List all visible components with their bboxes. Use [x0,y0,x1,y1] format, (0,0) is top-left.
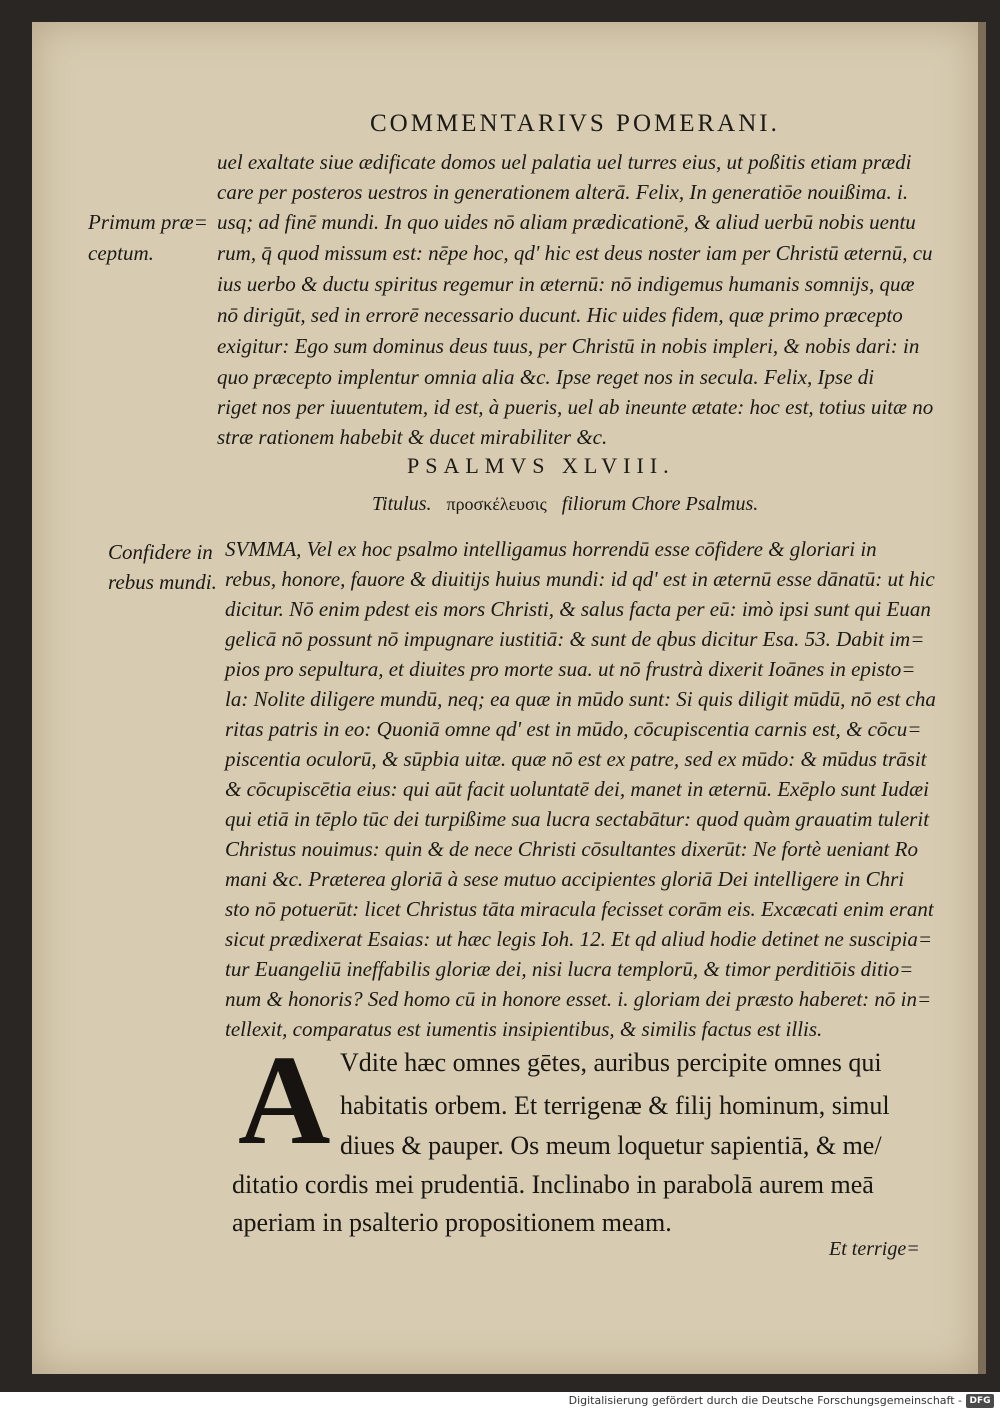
summa-line: & cōcupiscētia eius: qui aūt facit uoluntatē dei, manet in æternū. Exēplo sunt Iudæi [225,777,929,801]
verse-line: Vdite hæc omnes gētes, auribus percipite omnes qui [340,1048,882,1077]
summa-line: tellexit, comparatus est iumentis insipientibus, & similis factus est illis. [225,1017,823,1041]
text-line: rum, q̄ quod missum est: nēpe hoc, qd' hic est deus noster iam per Christū æternū, cu [217,241,933,265]
summa-line: dicitur. Nō enim pdest eis mors Christi, & salus facta per eū: imò ipsi sunt qui Euan [225,597,931,621]
margin-note-line: Primum præ= [88,210,208,234]
text-line: uel exaltate siue ædificate domos uel palatia uel turres eius, ut poßitis etiam prædi [217,150,912,174]
text-line: nō dirigūt, sed in errorē necessario ducunt. Hic uides fidem, quæ primo præcepto [217,303,903,327]
summa-line: sto nō potuerūt: licet Christus tāta miracula fecisset corām eis. Excæcati enim erant [225,897,934,921]
text-line: usq; ad finē mundi. In quo uides nō aliam prædicationē, & aliud uerbū nobis uentu [217,210,916,234]
summa-line: qui etiā in tēplo tūc dei turpißime sua lucra sectabātur: quod quàm grauatim tulerit [225,807,930,831]
funding-credit: Digitalisierung gefördert durch die Deutsche Forschungsgemeinschaft - [568,1394,962,1407]
catchword: Et terrige= [829,1238,920,1260]
titulus-rest: filiorum Chore Psalmus. [561,493,759,515]
summa-line: sicut prædixerat Esaias: ut hæc legis Ioh. 12. Et qd aliud hodie detinet ne suscipia= [225,927,933,951]
text-line: quo præcepto implentur omnia alia &c. Ipse reget nos in secula. Felix, Ipse di [217,365,875,389]
text-line: exigitur: Ego sum dominus deus tuus, per Christū in nobis impleri, & nobis dari: in [217,334,920,358]
summa-line: SVMMA, Vel ex hoc psalmo intelligamus horrendū esse cōfidere & gloriari in [225,537,877,561]
summa-line: mani &c. Præterea gloriā à sese mutuo accipientes gloriā Dei intelligere in Chri [225,867,905,891]
titulus-greek: προσκέλευσις [446,494,547,514]
summa-line: pios pro sepultura, et diuites pro morte sua. ut nō frustrà dixerit Ioānes in episto= [225,657,916,681]
text-line: care per posteros uestros in generationem alterā. Felix, In generatiōe nouißima. i. [217,180,909,204]
psalm-title [372,493,758,516]
verse-line: aperiam in psalterio propositionem meam. [232,1208,672,1237]
margin-note-line: Confidere in [108,540,213,564]
verse-line: habitatis orbem. Et terrigenæ & filij hominum, simul [340,1091,890,1120]
dfg-logo: DFG [966,1394,994,1408]
drop-cap-initial: A [238,1029,331,1171]
psalm-heading: PSALMVS XLVIII. [407,453,675,478]
verse-line: ditatio cordis mei prudentiā. Inclinabo in parabolā aurem meā [232,1170,874,1199]
summa-line: piscentia oculorū, & sūpbia uitæ. quæ nō est ex patre, sed ex mūdo: & mūdus trāsit [225,747,927,771]
text-line: stræ rationem habebit & ducet mirabiliter &c. [217,425,608,449]
summa-line: Christus nouimus: quin & de nece Christi cōsultantes dixerūt: Ne fortè ueniant Ro [225,837,918,861]
page-gutter [978,22,986,1374]
summa-line: rebus, honore, fauore & diuitijs huius mundi: id qd' est in æternū esse dānatū: ut hic [225,567,935,591]
summa-line: ritas patris in eo: Quoniā omne qd' est in mūdo, cōcupiscentia carnis est, & cōcu= [225,717,922,741]
summa-line: gelicā nō possunt nō impugnare iustitiā: & sunt de qbus dicitur Esa. 53. Dabit im= [225,627,925,651]
verse-line: diues & pauper. Os meum loquetur sapientiā, & me/ [340,1131,882,1160]
summa-line: la: Nolite diligere mundū, neq; ea quæ in mūdo sunt: Si quis diligit mūdū, nō est cha [225,687,936,711]
summa-line: num & honoris? Sed homo cū in honore esset. i. gloriam dei præsto haberet: nō in= [225,987,932,1011]
footer-bar [0,1392,1000,1411]
summa-line: tur Euangeliū ineffabilis gloriæ dei, nisi lucra templorū, & timor perditiōis ditio= [225,957,914,981]
titulus-label: Titulus. [372,493,432,515]
text-line: ius uerbo & ductu spiritus regemur in æternū: nō indigemus humanis somnijs, quæ [217,272,915,296]
text-line: riget nos per iuuentutem, id est, à pueris, uel ab ineunte ætate: hoc est, totius uitæ no [217,395,934,419]
margin-note-line: rebus mundi. [108,570,217,594]
running-header: COMMENTARIVS POMERANI. [370,110,780,137]
margin-note-line: ceptum. [88,241,154,265]
